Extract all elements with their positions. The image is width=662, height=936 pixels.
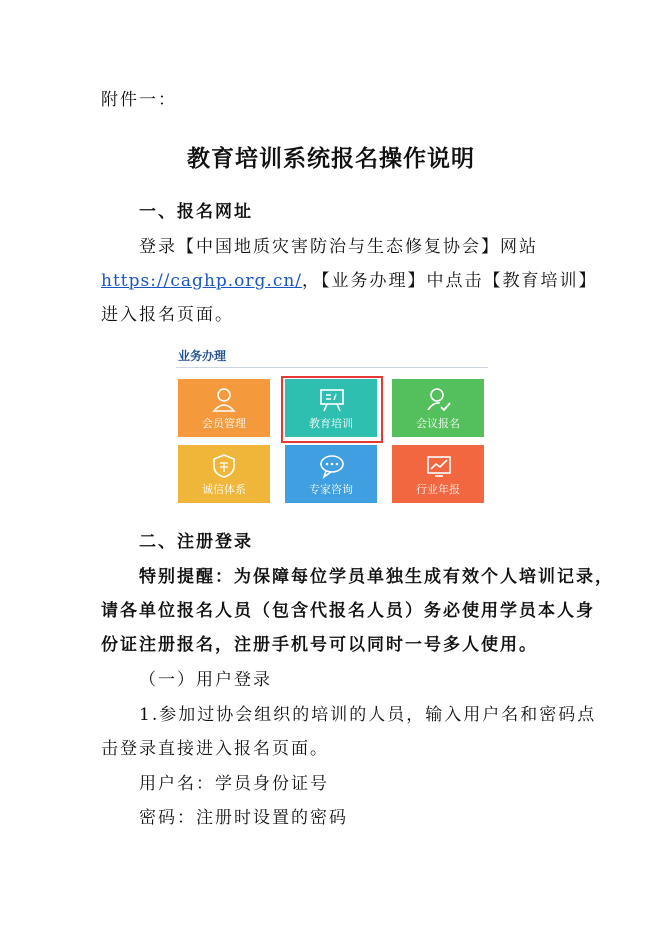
user-icon: [212, 387, 236, 413]
section2-heading: 二、注册登录: [139, 532, 253, 552]
item1-line2: 击登录直接进入报名页面。: [101, 739, 329, 759]
tile-member-management[interactable]: [178, 379, 270, 437]
chat-bubble-icon: [319, 453, 345, 479]
panel-divider: [176, 367, 488, 368]
tile-label: 会议报名: [416, 417, 460, 430]
tile-label: 教育培训: [309, 417, 353, 430]
section1-paragraph-line1: 登录【中国地质灾害防治与生态修复协会】网站: [139, 237, 538, 257]
section1-paragraph-line2: [101, 269, 598, 293]
tile-label: 行业年报: [416, 483, 460, 496]
chart-icon: [426, 453, 452, 479]
password-note: 密码：注册时设置的密码: [139, 808, 348, 828]
section1-heading: 一、报名网址: [139, 202, 253, 222]
highlight-box: [281, 376, 383, 443]
notice-line3: 份证注册报名，注册手机号可以同时一号多人使用。: [101, 635, 538, 655]
item1-line1: 1.参加过协会组织的培训的人员，输入用户名和密码点: [139, 705, 597, 725]
document-title: 教育培训系统报名操作说明: [187, 146, 475, 172]
subsection-user-login: （一）用户登录: [139, 670, 272, 690]
tile-label: 诚信体系: [202, 483, 246, 496]
section1-paragraph-line3: 进入报名页面。: [101, 305, 234, 325]
section1-paragraph-line2-rest: ，【业务办理】中点击【教育培训】: [302, 271, 598, 291]
panel-heading: 业务办理: [178, 349, 227, 363]
tile-conference-registration[interactable]: [392, 379, 484, 437]
attachment-label: 附件一：: [101, 90, 177, 110]
notice-line2: 请各单位报名人员（包含代报名人员）务必使用学员本人身: [101, 601, 595, 621]
tile-integrity-system[interactable]: [178, 445, 270, 503]
integrity-shield-icon: [212, 453, 236, 479]
user-check-icon: [426, 387, 452, 413]
tile-industry-annual-report[interactable]: [392, 445, 484, 503]
notice-line1: 特别提醒：为保障每位学员单独生成有效个人培训记录，: [139, 567, 614, 587]
tile-expert-consultation[interactable]: [285, 445, 377, 503]
tile-label: 专家咨询: [309, 483, 353, 496]
username-note: 用户名：学员身份证号: [139, 774, 329, 794]
website-link[interactable]: https://caghp.org.cn/: [101, 271, 303, 291]
tile-label: 会员管理: [202, 417, 246, 430]
